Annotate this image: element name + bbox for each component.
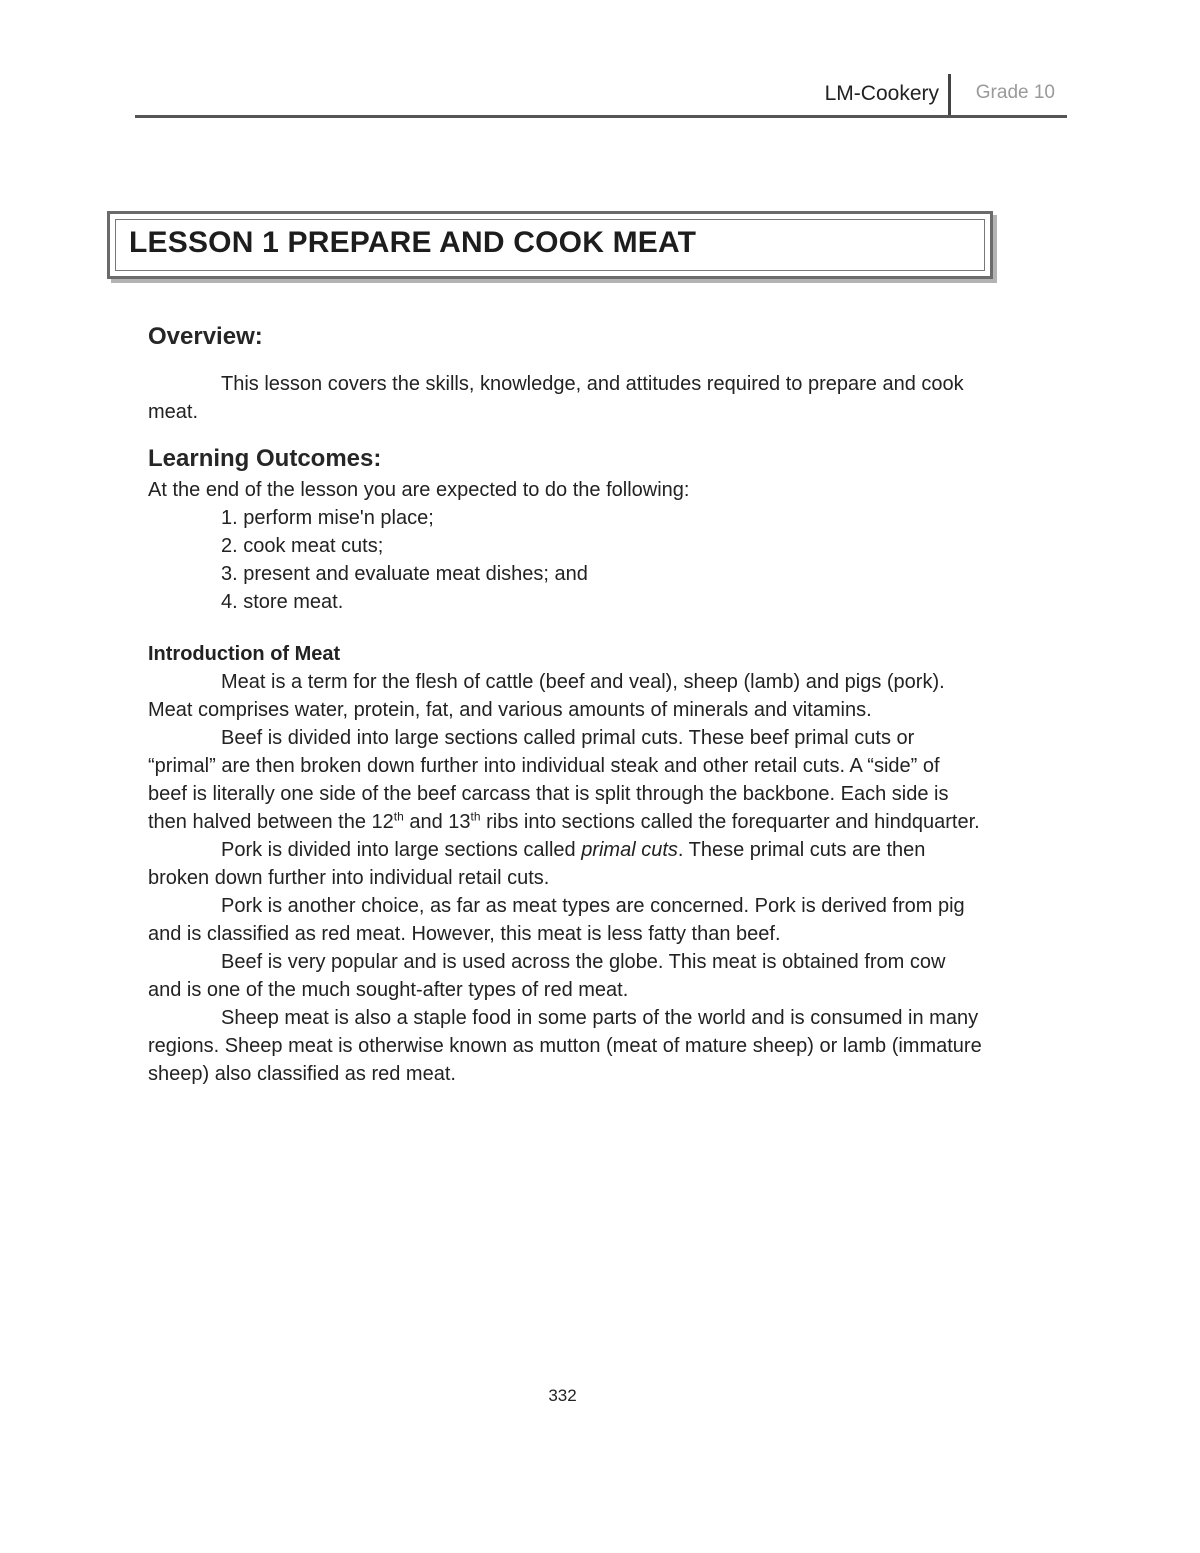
list-item: 3. present and evaluate meat dishes; and (221, 563, 588, 585)
learning-outcomes-intro: At the end of the lesson you are expected to do the following: (148, 479, 690, 501)
list-item: 4. store meat. (221, 591, 344, 613)
header-title: LM-Cookery (824, 82, 939, 105)
intro-paragraph-5: Beef is very popular and is used across the globe. This meat is obtained from cow and is one of the much sought-after types of red meat. (148, 951, 946, 1001)
intro-paragraph-4: Pork is another choice, as far as meat types are concerned. Pork is derived from pig and is classified as red meat. However, this meat is less fatty than beef. (148, 895, 965, 945)
lesson-title: LESSON 1 PREPARE AND COOK MEAT (129, 226, 697, 259)
superscript-th: th (470, 809, 481, 824)
primal-cuts-emphasis: primal cuts (581, 839, 678, 861)
header-grade: Grade 10 (975, 82, 1055, 103)
intro-paragraph-3-text-b: . These primal cuts are then broken down further into individual retail cuts. (148, 839, 926, 889)
header-separator (948, 74, 951, 118)
header-rule (135, 115, 1067, 118)
introduction-heading: Introduction of Meat (148, 643, 341, 665)
intro-paragraph-2 (148, 724, 983, 836)
intro-paragraph-2-text-c: ribs into sections called the forequarter and hindquarter. (480, 811, 980, 833)
page-number: 332 (548, 1386, 577, 1405)
learning-outcomes-list (148, 504, 983, 616)
learning-outcomes-heading: Learning Outcomes: (148, 445, 382, 472)
overview-heading: Overview: (148, 323, 263, 350)
intro-paragraph-6: Sheep meat is also a staple food in some parts of the world and is consumed in many regions. Sheep meat is otherwise known as mutton (meat of mature sheep) or lamb (immature sheep) also classified as red meat. (148, 1007, 982, 1085)
page-header (135, 72, 1067, 118)
overview-text: This lesson covers the skills, knowledge, and attitudes required to prepare and cook meat. (148, 373, 964, 423)
list-item: 1. perform mise'n place; (221, 507, 434, 529)
intro-paragraph-2-text-a: Beef is divided into large sections called primal cuts. These beef primal cuts or “primal” are then broken down further into individual steak and other retail cuts. A “side” of beef is literally one side of the beef carcass that is split through the backbone. Each side is then halved between the 12 (148, 727, 949, 833)
intro-paragraph-3 (148, 836, 983, 892)
lesson-title-box (107, 211, 993, 279)
superscript-th: th (393, 809, 404, 824)
intro-paragraph-1: Meat is a term for the flesh of cattle (beef and veal), sheep (lamb) and pigs (pork). Meat comprises water, protein, fat, and various amounts of minerals and vitamins. (148, 671, 945, 721)
intro-paragraph-2-text-b: and 13 (403, 811, 471, 833)
intro-paragraph-3-text-a: Pork is divided into large sections called (221, 839, 582, 861)
list-item: 2. cook meat cuts; (221, 535, 384, 557)
page-content (148, 320, 983, 1088)
